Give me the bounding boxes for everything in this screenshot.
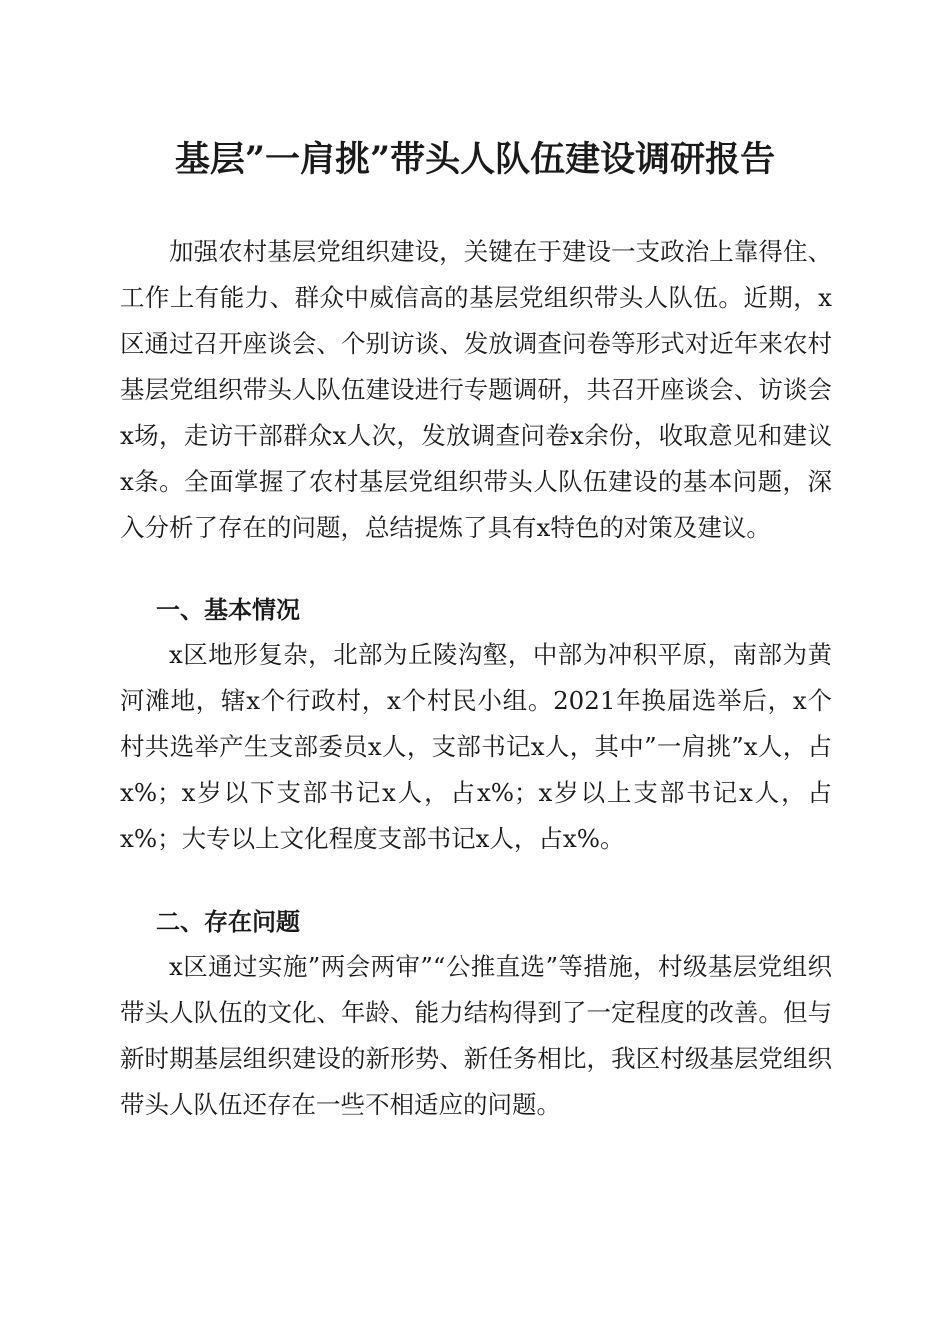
document-title: 基层”一肩挑”带头人队伍建设调研报告 — [174, 139, 776, 180]
section-heading-existing-problems: 二、存在问题 — [156, 908, 300, 936]
intro-paragraph: 加强农村基层党组织建设，关键在于建设一支政治上靠得住、工作上有能力、群众中威信高的基层党组织带头人队伍。近期，x区通过召开座谈会、个别访谈、发放调查问卷等形式对近年来农村基层党组织带头人队伍建设进行专题调研，共召开座谈会、访谈会x场，走访干部群众x人次，发放调查问卷x余份，收取意见和建议x条。全面掌握了农村基层党组织带头人队伍建设的基本问题，深入分析了存在的问题，总结提炼了具有x特色的对策及建议。 — [120, 237, 832, 542]
section-heading-basic-situation: 一、基本情况 — [156, 596, 300, 624]
existing-problems-paragraph: x区通过实施”两会两审”“公推直选”等措施，村级基层党组织带头人队伍的文化、年龄、能力结构得到了一定程度的改善。但与新时期基层组织建设的新形势、新任务相比，我区村级基层党组织带头人队伍还存在一些不相适应的问题。 — [120, 952, 832, 1119]
basic-situation-paragraph: x区地形复杂，北部为丘陵沟壑，中部为冲积平原，南部为黄河滩地，辖x个行政村，x个村民小组。2021年换届选举后，x个村共选举产生支部委员x人，支部书记x人，其中”一肩挑”x人，占x%；x岁以下支部书记x人，占x%；x岁以上支部书记x人，占x%；大专以上文化程度支部书记x人，占x%。 — [120, 640, 832, 853]
